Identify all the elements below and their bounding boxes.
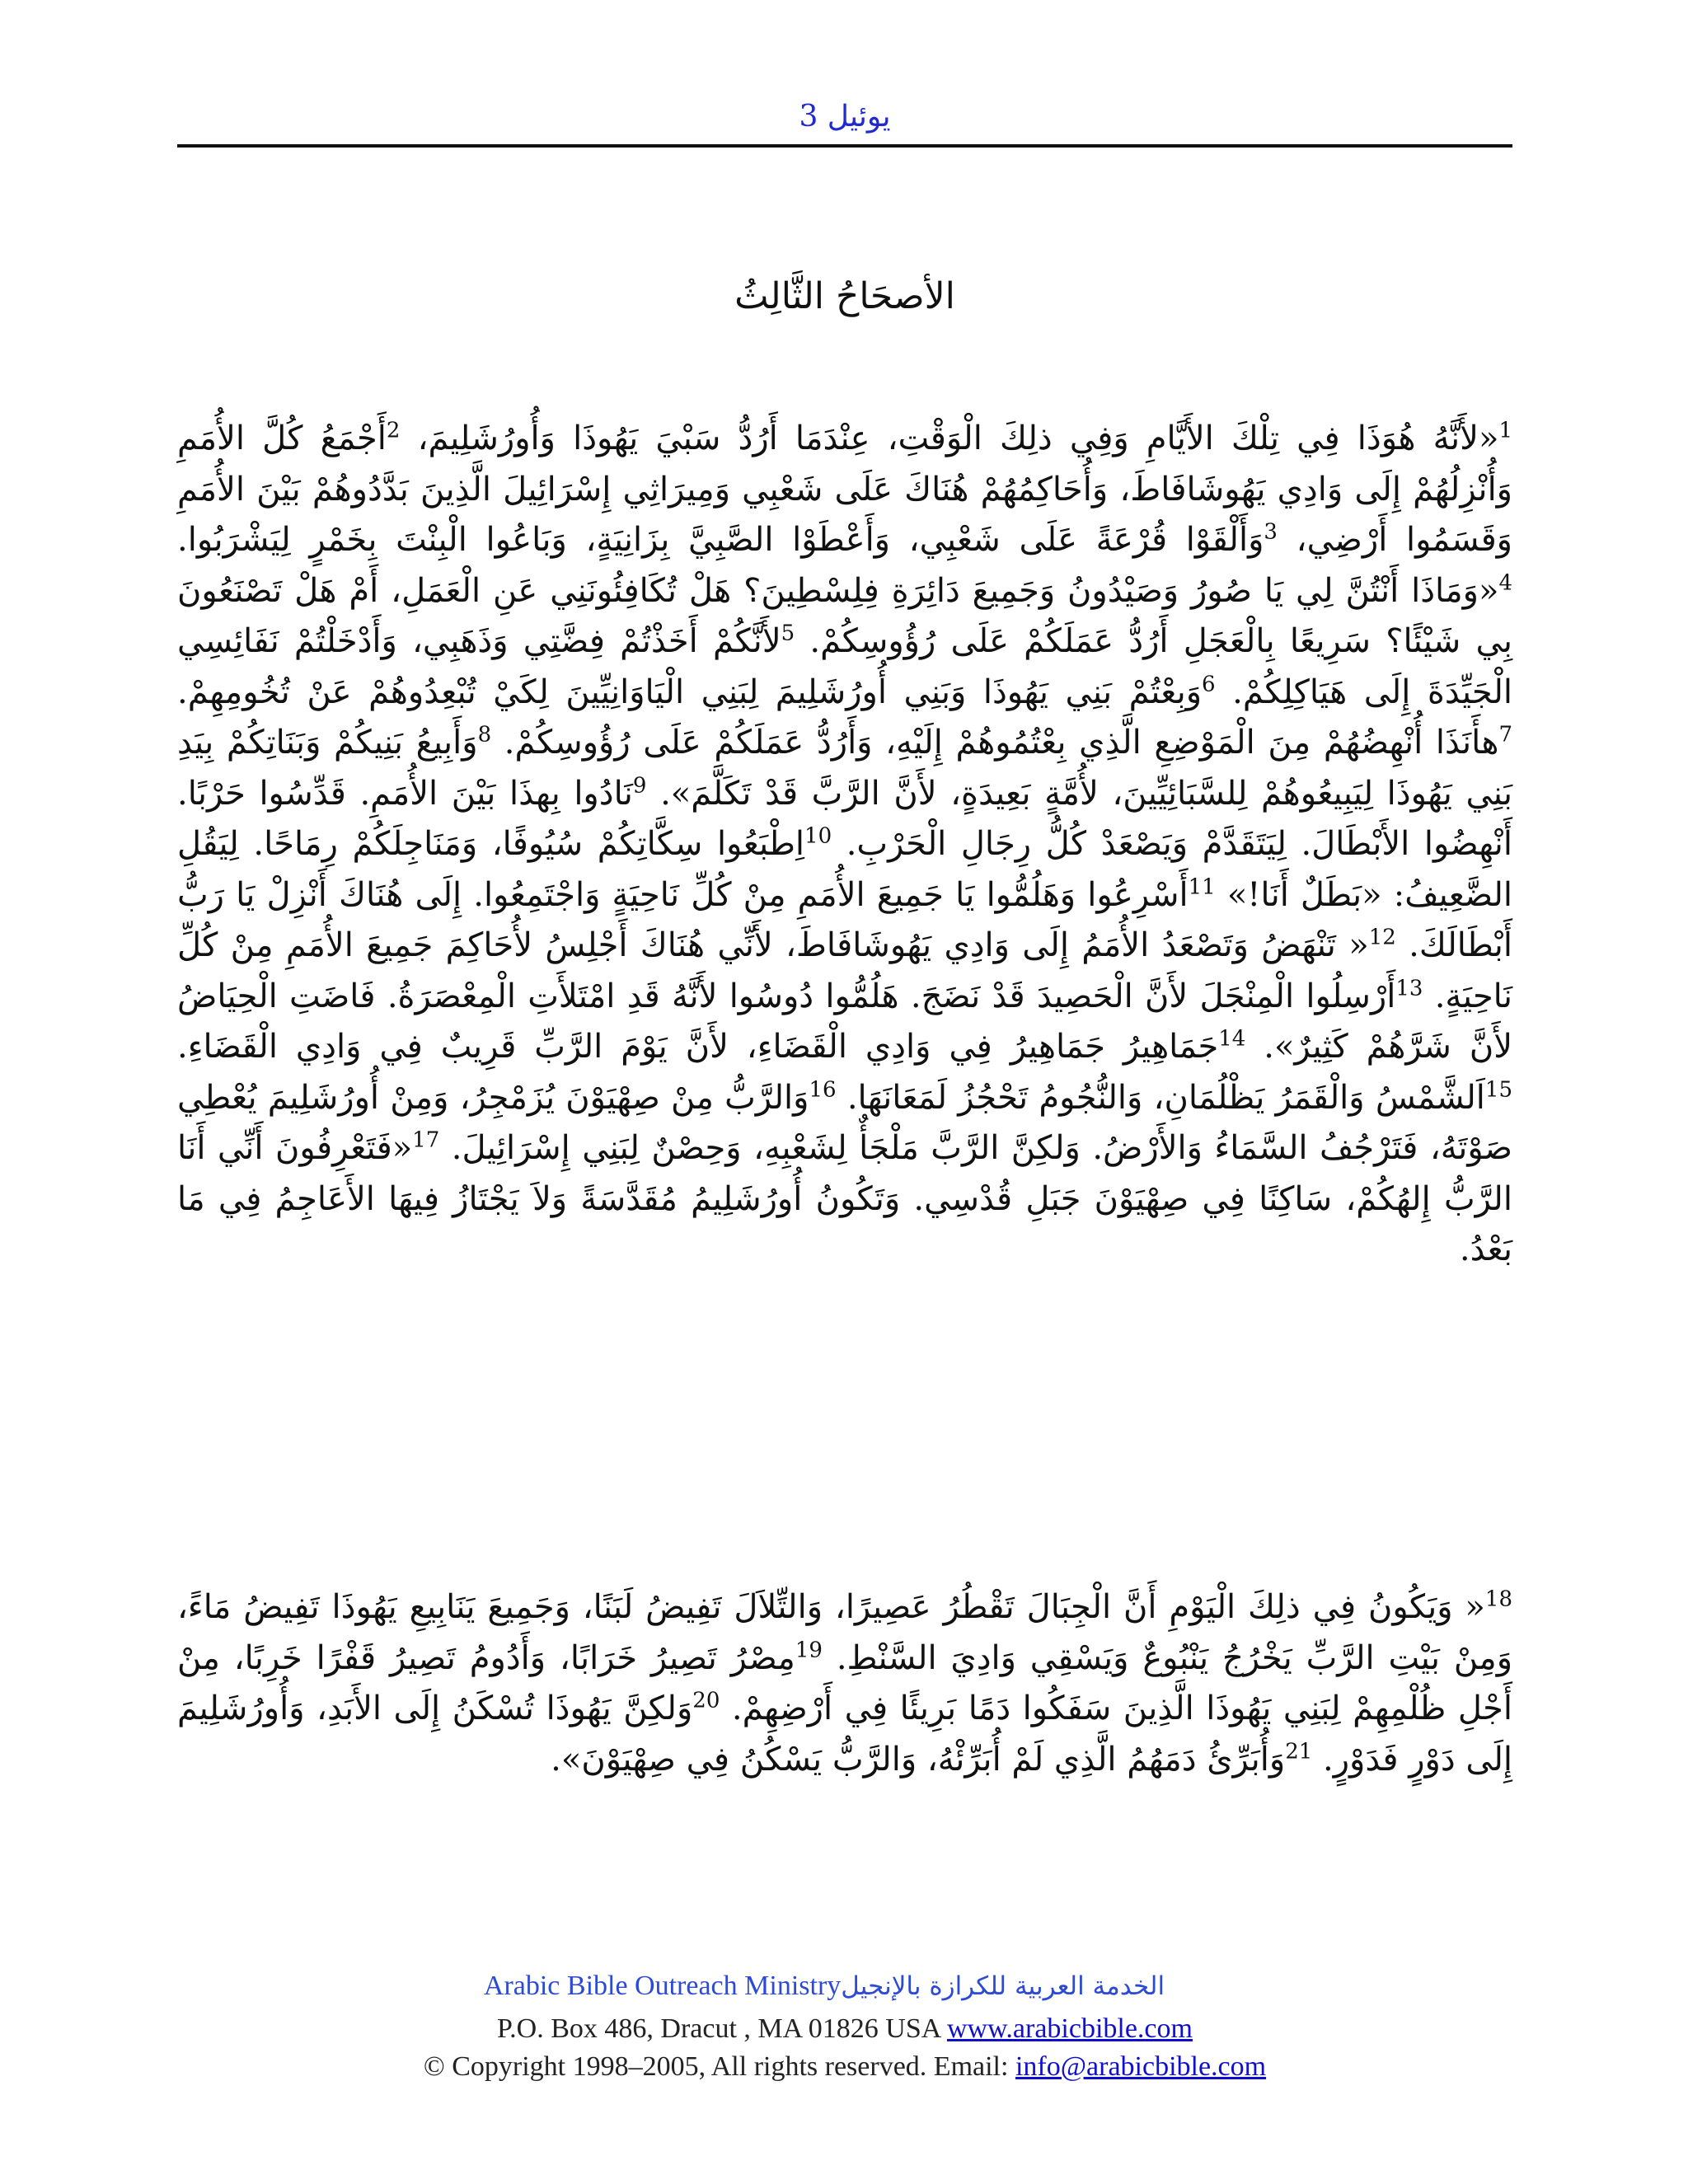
verse-text: جَمَاهِيرُ جَمَاهِيرُ فِي وَادِي الْقَضَاءِ، لأَنَّ يَوْمَ الرَّبِّ قَرِيبٌ فِي وَادِي الْقَضَاءِ. bbox=[177, 1028, 1219, 1066]
header-divider bbox=[177, 144, 1512, 148]
verse bbox=[177, 673, 1216, 711]
website-link[interactable]: www.arabicbible.com bbox=[946, 2013, 1193, 2044]
chapter-title: الأصحَاحُ الثَّالِثُ bbox=[734, 275, 955, 317]
footer-address-line bbox=[177, 2013, 1512, 2046]
verse bbox=[504, 724, 1512, 762]
verse-number: 15 bbox=[1484, 1077, 1513, 1103]
verse-number: 4 bbox=[1498, 570, 1512, 596]
verse-text: اِطْبَعُوا سِكَّاتِكُمْ سُيُوفًا، وَمَنَاجِلَكُمْ رِمَاحًا. لِيَقُلِ الضَّعِيفُ: «بَطَلٌ أَنَا!» bbox=[177, 825, 1513, 914]
verse-number: 16 bbox=[809, 1077, 837, 1103]
verse-text: «فَتَعْرِفُونَ أَنِّي أَنَا الرَّبُّ إِلهُكُمْ، سَاكِنًا فِي صِهْيَوْنَ جَبَلِ قُدْسِي. وَتَكُونُ أُورُشَلِيمُ مُقَدَّسَةً وَلاَ يَجْتَازُ فِيهَا الأَعَاجِمُ فِي مَا بَعْدُ. bbox=[177, 1129, 1512, 1268]
verse-text: وَبِعْتُمْ بَنِي يَهُوذَا وَبَنِي أُورُشَلِيمَ لِبَنِي الْيَاوَانِيِّينَ لِكَيْ تُبْعِدُوهُمْ عَنْ تُخُومِهِمْ. bbox=[177, 673, 1203, 711]
ministry-name-arabic: الخدمة العربية للكرازة بالإنجيل bbox=[841, 1971, 1165, 2001]
verse-text: « وَيَكُونُ فِي ذلِكَ الْيَوْمِ أَنَّ الْجِبَالَ تَقْطُرُ عَصِيرًا، وَالتِّلاَلَ تَفِيضُ لَبَنًا، وَجَمِيعَ يَنَابِيعِ يَهُوذَا تَفِيضُ مَاءً، وَمِنْ بَيْتِ الرَّبِّ يَخْرُجُ يَنْبُوعٌ وَيَسْقِي وَادِيَ السَّنْطِ. bbox=[177, 1588, 1513, 1677]
verse-text: « تَنْهَضُ وَتَصْعَدُ الأُمَمُ إِلَى وَادِي يَهُوشَافَاطَ، لأَنِّي هُنَاكَ أَجْلِسُ لأُحَاكِمَ جَمِيعَ الأُمَمِ مِنْ كُلِّ نَاحِيَةٍ. bbox=[177, 926, 1512, 1015]
verse-text: اَلشَّمْسُ وَالْقَمَرُ يَظْلُمَانِ، وَالنُّجُومُ تَحْجُزُ لَمَعَانَهَا. bbox=[846, 1078, 1485, 1117]
verse-number: 10 bbox=[804, 823, 832, 849]
verse-number: 14 bbox=[1218, 1026, 1246, 1052]
verse-number: 18 bbox=[1484, 1586, 1512, 1612]
verse bbox=[177, 521, 1278, 559]
verse-number: 19 bbox=[795, 1638, 823, 1663]
verse-number: 12 bbox=[1368, 925, 1396, 950]
verse bbox=[551, 1741, 1312, 1779]
verse-number: 6 bbox=[1202, 672, 1216, 697]
verse-number: 1 bbox=[1498, 418, 1513, 443]
footer-ministry-line bbox=[177, 1968, 1512, 2004]
verse-text: نَادُوا بِهذَا بَيْنَ الأُمَمِ. قَدِّسُوا حَرْبًا. أَنْهِضُوا الأَبْطَالَ. لِيَتَقَدَّمْ وَيَصْعَدْ كُلُّ رِجَالِ الْحَرْبِ. bbox=[177, 774, 1513, 863]
verse-number: 20 bbox=[692, 1688, 720, 1713]
verse-text: مِصْرُ تَصِيرُ خَرَابًا، وَأَدُومُ تَصِيرُ قَفْرًا خَرِبًا، مِنْ أَجْلِ ظُلْمِهِمْ لِبَنِي يَهُوذَا الَّذِينَ سَفَكُوا دَمًا بَرِيئًا فِي أَرْضِهِمْ. bbox=[177, 1638, 1512, 1727]
verse-number: 21 bbox=[1285, 1739, 1313, 1765]
copyright-text: © Copyright 1998–2005, All rights reserved. Email: bbox=[423, 2051, 1009, 2082]
verse-text: أَسْرِعُوا وَهَلُمُّوا يَا جَمِيعَ الأُمَمِ مِنْ كُلِّ نَاحِيَةٍ وَاجْتَمِعُوا. إِلَى هُنَاكَ أَنْزِلْ يَا رَبُّ أَبْطَالَكَ. bbox=[177, 875, 1513, 964]
verse-text: «لأَنَّهُ هُوَذَا فِي تِلْكَ الأَيَّامِ وَفِي ذلِكَ الْوَقْتِ، عِنْدَمَا أَرُدُّ سَبْيَ يَهُوذَا وَأُورُشَلِيمَ، bbox=[417, 419, 1499, 457]
verse-number: 13 bbox=[1395, 976, 1423, 1001]
verse-number: 11 bbox=[1188, 874, 1216, 900]
ministry-name-english: Arabic Bible Outreach Ministry bbox=[483, 1971, 842, 2001]
postal-address: P.O. Box 486, Dracut , MA 01826 USA bbox=[497, 2013, 940, 2044]
verse-text: لأَنَّكُمْ أَخَذْتُمْ فِضَّتِي وَذَهَبِي، وَأَدْخَلْتُمْ نَفَائِسِي الْجَيِّدَةَ إِلَى هَيَاكِلِكُمْ. bbox=[177, 622, 1513, 711]
email-link[interactable]: info@arabicbible.com bbox=[1015, 2051, 1267, 2082]
footer-copyright-line bbox=[177, 2050, 1512, 2083]
verse-text: «وَمَاذَا أَنْتُنَّ لِي يَا صُورُ وَصَيْدُونُ وَجَمِيعَ دَائِرَةِ فِلِسْطِينَ؟ هَلْ تُكَافِئُونَنِي عَنِ الْعَمَلِ، أَمْ هَلْ تَصْنَعُونَ بِي شَيْئًا؟ سَرِيعًا بِالْعَجَلِ أَرُدُّ عَمَلَكُمْ عَلَى رُؤُوسِكُمْ. bbox=[177, 571, 1512, 660]
verse-text: هأَنَذَا أُنْهِضُهُمْ مِنَ الْمَوْضِعِ الَّذِي بِعْتُمُوهُمْ إِلَيْهِ، وَأَرُدُّ عَمَلَكُمْ عَلَى رُؤُوسِكُمْ. bbox=[504, 724, 1499, 762]
verse-number: 7 bbox=[1498, 722, 1512, 748]
verse-text: وَالرَّبُّ مِنْ صِهْيَوْنَ يُزَمْجِرُ، وَمِنْ أُورُشَلِيمَ يُعْطِي صَوْتَهُ، فَتَرْجُفُ السَّمَاءُ وَالأَرْضُ. وَلكِنَّ الرَّبَّ مَلْجَأٌ لِشَعْبِهِ، وَحِصْنٌ لِبَنِي إِسْرَائِيلَ. bbox=[177, 1078, 1513, 1167]
verse-text: وَأُبَرِّئُ دَمَهُمُ الَّذِي لَمْ أُبَرِّئْهُ، وَالرَّبُّ يَسْكُنُ فِي صِهْيَوْنَ». bbox=[551, 1740, 1286, 1779]
verse-number: 8 bbox=[477, 722, 492, 748]
verse-text: وَأَلْقَوْا قُرْعَةً عَلَى شَعْبِي، وَأَعْطَوْا الصَّبِيَّ بِزَانِيَةٍ، وَبَاعُوا الْبِنْتَ بِخَمْرٍ لِيَشْرَبُوا. bbox=[177, 521, 1264, 559]
verse-number: 2 bbox=[386, 418, 401, 443]
scripture-paragraph-1 bbox=[177, 414, 1512, 1276]
verse-text: أَرْسِلُوا الْمِنْجَلَ لأَنَّ الْحَصِيدَ قَدْ نَضَجَ. هَلُمُّوا دُوسُوا لأَنَّهُ قَدِ امْتَلأَتِ الْمِعْصَرَةُ. فَاضَتِ الْحِيَاضُ لأَنَّ شَرَّهُمْ كَثِيرٌ». bbox=[177, 977, 1513, 1066]
scripture-paragraph-2 bbox=[177, 1582, 1512, 1785]
verse bbox=[847, 1079, 1512, 1117]
verse-number: 5 bbox=[781, 621, 795, 646]
verse-text: وَلكِنَّ يَهُوذَا تُسْكَنُ إِلَى الأَبَدِ، وَأُورُشَلِيمَ إِلَى دَوْرٍ فَدَوْرٍ. bbox=[177, 1690, 1512, 1779]
verse-text: أَجْمَعُ كُلَّ الأُمَمِ وَأُنْزِلُهُمْ إِلَى وَادِي يَهُوشَافَاطَ، وَأُحَاكِمُهُمْ هُنَاكَ عَلَى شَعْبِي وَمِيرَاثِي إِسْرَائِيلَ الَّذِينَ بَدَّدُوهُمْ بَيْنَ الأُمَمِ وَقَسَمُوا أَرْضِي، bbox=[177, 419, 1512, 559]
verse-number: 17 bbox=[412, 1127, 440, 1153]
verse bbox=[418, 419, 1512, 457]
page-header-title: يوئيل 3 bbox=[799, 100, 891, 134]
verse-number: 9 bbox=[632, 773, 647, 799]
verse-number: 3 bbox=[1264, 519, 1278, 545]
verse bbox=[177, 1028, 1245, 1066]
verse-text: وَأَبِيعُ بَنِيكُمْ وَبَنَاتِكُمْ بِيَدِ بَنِي يَهُوذَا لِيَبِيعُوهُمْ لِلسَّبَائِيِّينَ، لأُمَّةٍ بَعِيدَةٍ، لأَنَّ الرَّبَّ قَدْ تَكَلَّمَ». bbox=[177, 724, 1513, 813]
